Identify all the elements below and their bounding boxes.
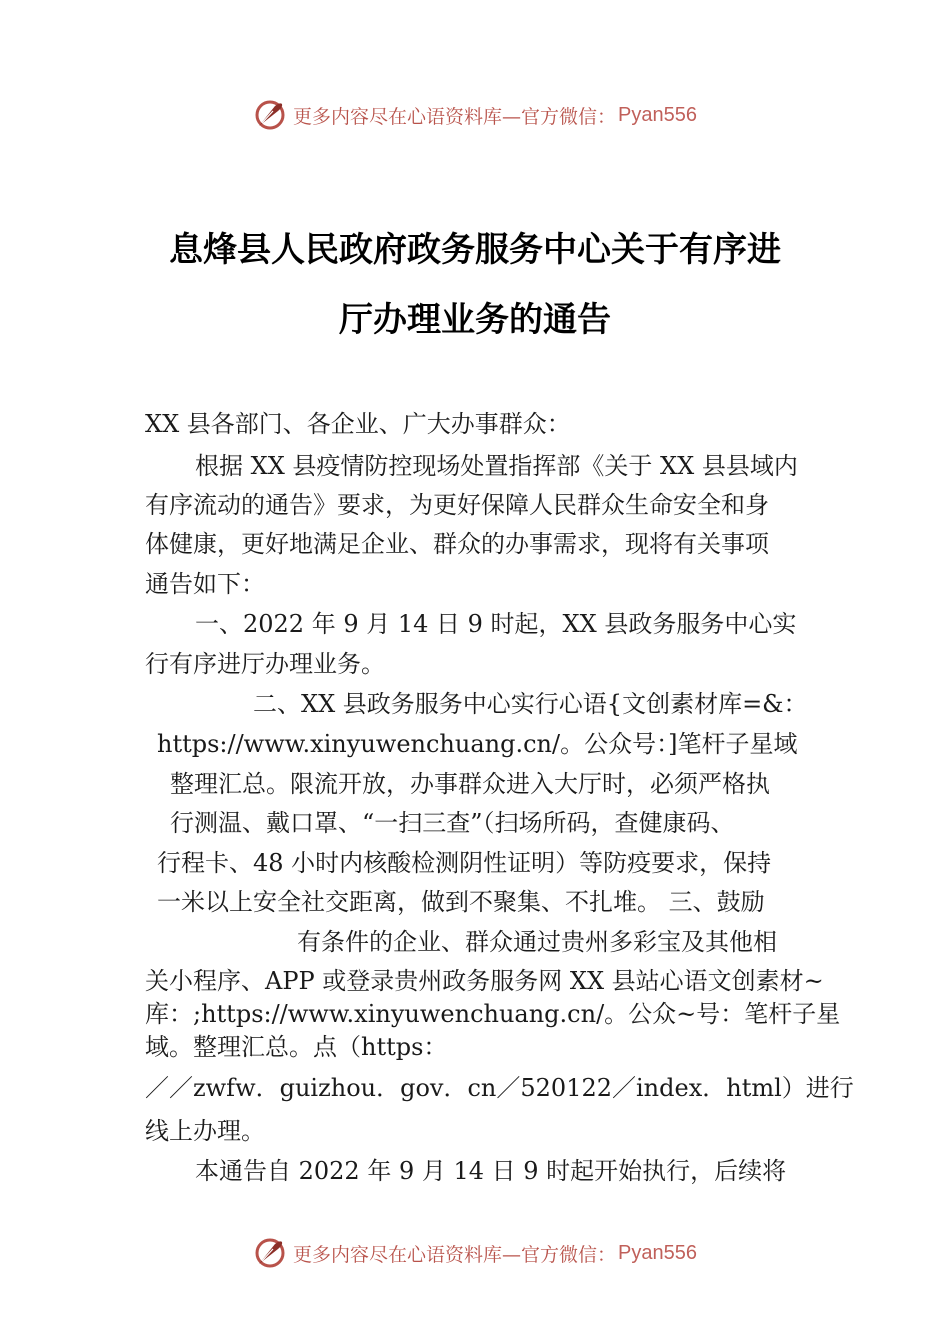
body-line: 有条件的企业、群众通过贵州多彩宝及其他相 — [297, 928, 777, 956]
body-line: 行程卡、48 小时内核酸检测阴性证明）等防疫要求，保持 — [157, 849, 772, 877]
body-line: 整理汇总。限流开放，办事群众进入大厅时，必须严格执 — [170, 770, 770, 798]
body-line: 二、XX 县政务服务中心实行心语{文创素材库=&： — [253, 690, 808, 718]
banner-account: Pyan556 — [618, 1241, 697, 1264]
banner-text: 更多内容尽在心语资料库—官方微信： — [293, 1243, 617, 1266]
body-line: 一米以上安全社交距离，做到不聚集、不扎堆。 三、鼓励 — [157, 888, 765, 916]
body-line: 库：;https://www.xinyuwenchuang.cn/。公众~号：笔杆子星 — [145, 1000, 841, 1028]
quill-pen-circle-logo-icon — [253, 1236, 287, 1270]
quill-pen-circle-logo-icon — [253, 98, 287, 132]
banner-text: 更多内容尽在心语资料库—官方微信： — [293, 105, 617, 128]
body-line: 域。整理汇总。点（https： — [145, 1033, 448, 1061]
banner-account: Pyan556 — [618, 103, 697, 126]
body-line: 行有序进厅办理业务。 — [145, 650, 385, 678]
body-line: 通告如下： — [145, 570, 265, 598]
salutation: XX 县各部门、各企业、广大办事群众： — [145, 410, 571, 438]
body-line: 有序流动的通告》要求，为更好保障人民群众生命安全和身 — [145, 491, 769, 519]
footer-banner — [0, 1233, 950, 1273]
body-line: 根据 XX 县疫情防控现场处置指挥部《关于 XX 县县域内 — [195, 452, 798, 480]
body-line: 一、2022 年 9 月 14 日 9 时起，XX 县政务服务中心实 — [195, 610, 797, 638]
body-line: ／／zwfw．guizhou．gov．cn／520122／index．html）进行 — [145, 1074, 854, 1102]
body-line: 体健康，更好地满足企业、群众的办事需求，现将有关事项 — [145, 530, 769, 558]
body-line: 行测温、戴口罩、“一扫三查”（扫场所码，查健康码、 — [170, 809, 735, 837]
body-line: https://www.xinyuwenchuang.cn/。公众号：]笔杆子星域 — [157, 730, 798, 758]
body-line: 线上办理。 — [145, 1117, 265, 1145]
body-line: 本通告自 2022 年 9 月 14 日 9 时起开始执行，后续将 — [195, 1157, 787, 1185]
doc-title-line-2: 厅办理业务的通告 — [339, 300, 611, 340]
body-line: 关小程序、APP 或登录贵州政务服务网 XX 县站心语文创素材~ — [145, 967, 824, 995]
header-banner — [0, 95, 950, 135]
doc-title-line-1: 息烽县人民政府政务服务中心关于有序进 — [169, 230, 781, 270]
